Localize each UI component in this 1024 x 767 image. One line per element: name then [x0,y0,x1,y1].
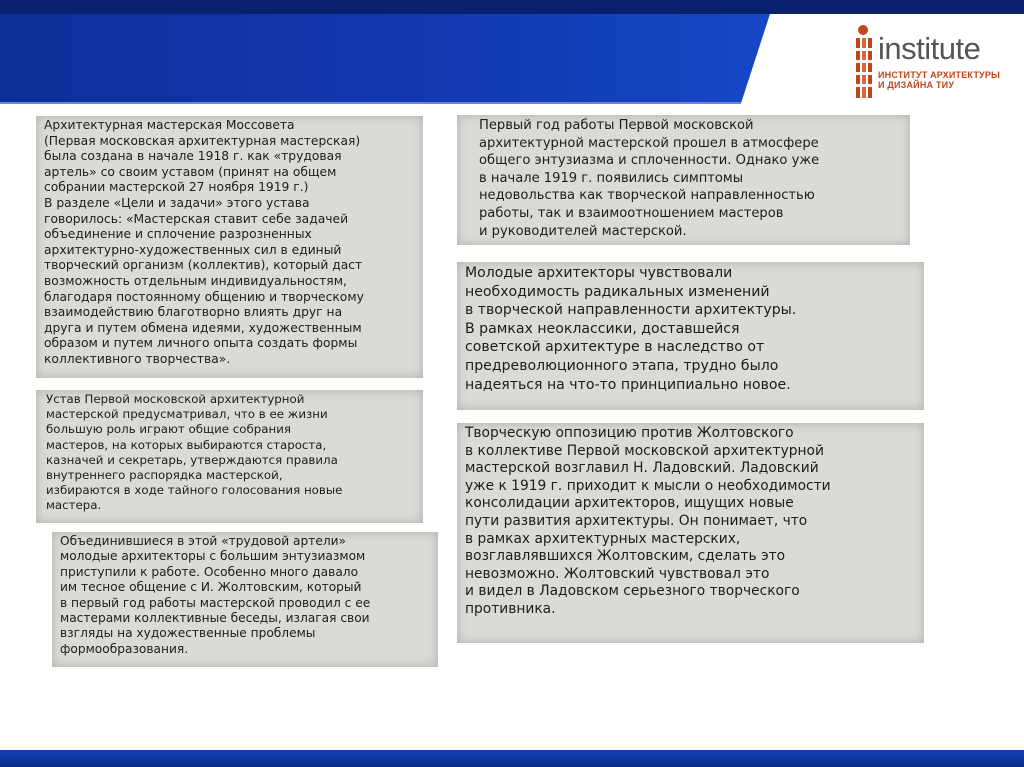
institute-logo [848,22,1018,102]
scan-text-block-1 [36,116,423,378]
scan-text-block-3 [52,532,438,667]
logo-subtitle [878,70,1000,90]
top-bar [0,0,1024,14]
scan-text-block-6 [457,423,924,643]
scan-text-1: Архитектурная мастерская Моссовета (Первая московская архитектурная мастерская) была создана в начале 1918 г. как «трудовая артель» со своим уставом (принят на общем собрании мастерской 27 ноября 1919 г.) В разделе «Цели и задачи» этого устава говорилось: «Мастерская ставит себе задачей объединение и сплочение разрозненных архитектурно-художественных сил в единый творческий организм (коллектив), который даст возможность отдельным индивидуальностям, благодаря постоянному общению и творческому взаимодействию благотворно влиять друг на друга и путем обмена идеями, художественным образом и путем личного опыта создать формы коллективного творчества». [44,118,364,366]
scan-text-2: Устав Первой московской архитектурной мастерской предусматривал, что в ее жизни большую роль играют общие собрания мастеров, на которых выбираются староста, казначей и секретарь, утверждаются правила внутреннего распорядка мастерской, избираются в ходе тайного голосования новые мастера. [46,392,343,513]
logo-mark-icon [852,24,874,100]
header-banner [0,14,790,104]
scan-text-3: Объединившиеся в этой «трудовой артели» молодые архитекторы с большим энтузиазмом приступили к работе. Особенно много давало им тесное общение с И. Жолтовским, который в первый год работы мастерской проводил с ее мастерами коллективные беседы, излагая свои взгляды на художественные проблемы формообразования. [60,534,371,656]
scan-text-5: Молодые архитекторы чувствовали необходимость радикальных изменений в творческой направленности архитектуры. В рамках неоклассики, доставшейся советской архитектуре в наследство от предреволюционного этапа, трудно было надеяться на что-то принципиально новое. [465,265,797,393]
scan-text-block-4 [457,115,910,245]
logo-wordmark: institute [878,31,981,66]
logo-subtitle-line1: ИНСТИТУТ АРХИТЕКТУРЫ [878,70,1001,80]
scan-text-6: Творческую оппозицию против Жолтовского в коллективе Первой московской архитектурной мастерской возглавил Н. Ладовский. Ладовский уже к 1919 г. приходит к мысли о необходимости консолидации архитекторов, ищущих новые пути развития архитектуры. Он понимает, что в рамках архитектурных мастерских, возглавлявшихся Жолтовским, сделать это невозможно. Жолтовский чувствовал это и видел в Ладовском серьезного творческого противника. [465,425,831,617]
scan-text-block-2 [36,390,423,523]
logo-subtitle-line2: И ДИЗАЙНА ТИУ [878,80,955,90]
scan-text-4: Первый год работы Первой московской архитектурной мастерской прошел в атмосфере общего энтузиазма и сплоченности. Однако уже в начале 1919 г. появились симптомы недовольства как творческой направленностью работы, так и взаимоотношением мастеров и руководителей мастерской. [479,118,820,239]
footer-bar [0,750,1024,767]
scan-text-block-5 [457,262,924,410]
